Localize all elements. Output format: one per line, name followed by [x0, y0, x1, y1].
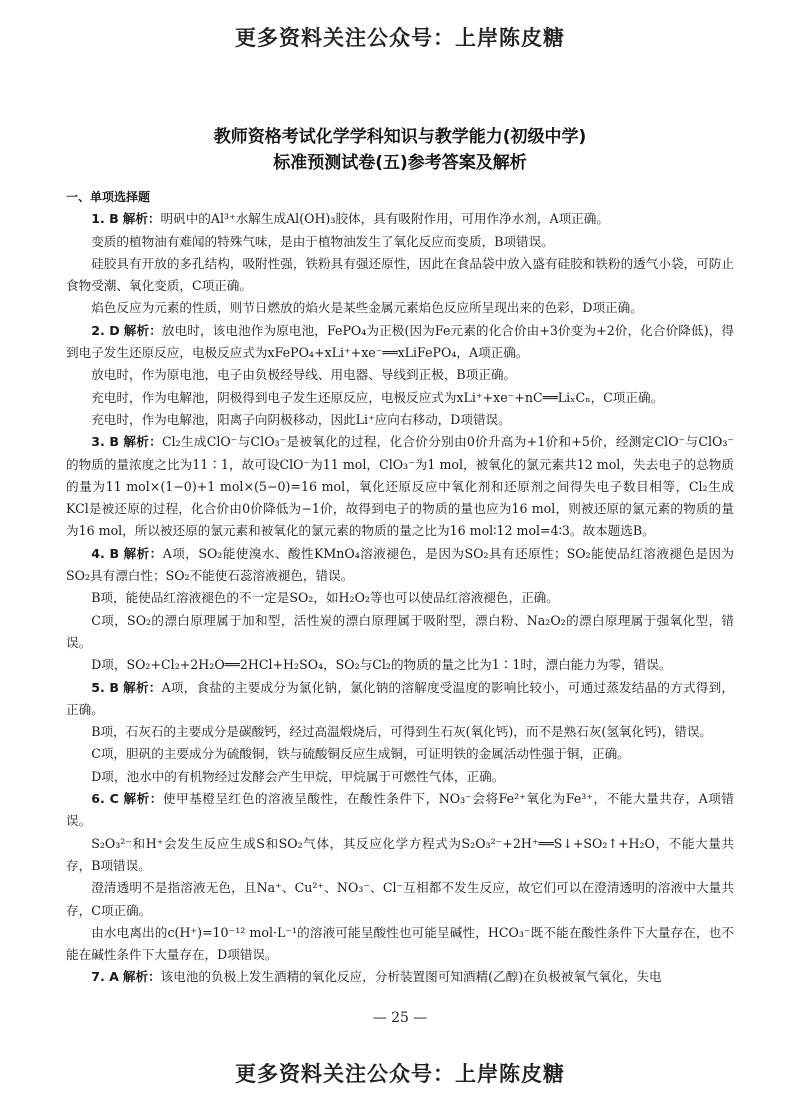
- answer-text: S₂O₃²⁻和H⁺会发生反应生成S和SO₂气体，其反应化学方程式为S₂O₃²⁻+2H⁺══S↓+SO₂↑+H₂O，不能大量共存，B项错误。: [66, 835, 734, 873]
- answer-text: 澄清透明不是指溶液无色，且Na⁺、Cu²⁺、NO₃⁻、Cl⁻互相都不发生反应，故它们可以在澄清透明的溶液中大量共存，C项正确。: [66, 880, 734, 918]
- answer-text: D项，SO₂+Cl₂+2H₂O══2HCl+H₂SO₄，SO₂与Cl₂的物质的量之比为1∶1时，漂白能力为零，错误。: [91, 657, 672, 673]
- answer-text: 放电时，作为原电池，电子由负极经导线、用电器、导线到正极，B项正确。: [91, 367, 517, 383]
- analysis-label: 解析：: [123, 434, 162, 450]
- answer-paragraph: [66, 253, 734, 298]
- answer-paragraph: [66, 743, 734, 765]
- question-number: 1. B: [91, 211, 119, 227]
- answer-text: 充电时，作为电解池，阳离子向阴极移动，因此Li⁺应向右移动，D项错误。: [91, 411, 511, 427]
- answer-text: A项，SO₂能使溴水、酸性KMnO₄溶液褪色，是因为SO₂具有还原性；SO₂能使品红溶液褪色是因为SO₂具有漂白性；SO₂不能使石蕊溶液褪色，错误。: [66, 545, 735, 584]
- question-number: 5. B: [91, 679, 119, 695]
- answer-paragraph: [66, 677, 734, 722]
- analysis-label: 解析：: [123, 545, 163, 561]
- answer-paragraph: [66, 721, 734, 743]
- answer-text: 由水电离出的c(H⁺)=10⁻¹² mol·L⁻¹的溶液可能呈酸性也可能呈碱性，HCO₃⁻既不能在酸性条件下大量存在，也不能在碱性条件下大量存在，D项错误。: [66, 924, 734, 963]
- question-number: 3. B: [91, 434, 120, 450]
- answer-text: 该电池的负极上发生酒精的氧化反应，分析装置图可知酒精(乙醇)在负极被氧气氧化，失电: [160, 969, 662, 985]
- answer-paragraph: [66, 409, 734, 431]
- answer-text: 明矾中的Al³⁺水解生成Al(OH)₃胶体，具有吸附作用，可用作净水剂，A项正确。: [160, 211, 609, 227]
- answer-paragraph: [66, 788, 734, 833]
- answer-paragraph: [66, 833, 734, 878]
- question-number: 6. C: [91, 791, 119, 807]
- analysis-label: 解析：: [123, 322, 162, 338]
- section-heading: 一、单项选择题: [66, 190, 151, 204]
- answer-paragraph: [66, 364, 734, 386]
- top-watermark-banner: 更多资料关注公众号：上岸陈皮糖: [235, 26, 565, 50]
- answer-text: 硅胶具有开放的多孔结构，吸附性强，铁粉具有强还原性，因此在食品袋中放入盛有硅胶和铁粉的透气小袋，可防止食物受潮、氧化变质，C项正确。: [66, 255, 734, 294]
- answer-paragraph: [66, 587, 734, 609]
- answer-text: Cl₂生成ClO⁻与ClO₃⁻是被氧化的过程，化合价分别由0价升高为+1价和+5价，经测定ClO⁻与ClO₃⁻的物质的量浓度之比为11∶1，故可设ClO⁻为11 mol，ClO₃⁻为1 mol，被氧化的氯元素共12 mol，失去电子的总物质的量为11 mol×(1−0)+1 mol×(5−0)=16 mol，氧化还原反应中氧化剂和还原剂之间得失电子数目相等，Cl₂生成KCl是被还原的过程，化合价由0价降低为−1价，故得到电子的物质的量也应为16 mol，则被还原的氯元素的物质的量为16 mol，所以被还原的氯元素和被氧化的氯元素的物质的量之比为16 mol∶12 mol=4∶3。故本题选B。: [66, 434, 735, 539]
- answer-content: [66, 186, 734, 989]
- question-number: 4. B: [91, 545, 120, 561]
- answer-text: B项，石灰石的主要成分是碳酸钙，经过高温煅烧后，可得到生石灰(氧化钙)，而不是熟石灰(氢氧化钙)，错误。: [91, 724, 713, 740]
- answer-paragraph: [66, 766, 734, 788]
- answer-text: 变质的植物油有难闻的特殊气味，是由于植物油发生了氧化反应而变质，B项错误。: [91, 233, 554, 249]
- analysis-label: 解析：: [123, 679, 162, 695]
- answer-text: C项，SO₂的漂白原理属于加和型，活性炭的漂白原理属于吸附型，漂白粉、Na₂O₂的漂白原理属于强氧化型，错误。: [66, 612, 734, 650]
- question-number: 2. D: [91, 322, 120, 338]
- answer-text: 充电时，作为电解池，阴极得到电子发生还原反应，电极反应式为xLi⁺+xe⁻+nC══LiₓCₙ，C项正确。: [91, 389, 664, 405]
- answer-text: 放电时，该电池作为原电池，FePO₄为正极(因为Fe元素的化合价由+3价变为+2价，化合价降低)，得到电子发生还原反应，电极反应式为xFePO₄+xLi⁺+xe⁻══xLiFePO₄，A项正确。: [66, 322, 734, 361]
- question-number: 7. A: [91, 969, 119, 985]
- answer-paragraph: [66, 877, 734, 922]
- answer-paragraph: [66, 610, 734, 655]
- answer-paragraph: [66, 208, 734, 230]
- answer-text: 使甲基橙呈红色的溶液呈酸性，在酸性条件下，NO₃⁻会将Fe²⁺氧化为Fe³⁺，不能大量共存，A项错误。: [66, 791, 734, 829]
- answer-text: D项，池水中的有机物经过发酵会产生甲烷，甲烷属于可燃性气体，正确。: [91, 768, 505, 784]
- answer-paragraph: [66, 543, 734, 588]
- answer-paragraph: [66, 320, 734, 365]
- answer-paragraph: [66, 431, 734, 542]
- answer-text: 焰色反应为元素的性质，则节日燃放的焰火是某些金属元素焰色反应所呈现出来的色彩，D项正确。: [91, 300, 643, 316]
- answer-paragraph: [66, 922, 734, 967]
- answer-paragraph: [66, 297, 734, 319]
- answer-paragraph: [66, 966, 734, 988]
- document-title: 教师资格考试化学学科知识与教学能力(初级中学): [213, 127, 587, 147]
- answer-text: B项，能使品红溶液褪色的不一定是SO₂，如H₂O₂等也可以使品红溶液褪色，正确。: [91, 590, 559, 606]
- answer-paragraph: [66, 387, 734, 409]
- answer-text: A项，食盐的主要成分为氯化钠，氯化钠的溶解度受温度的影响比较小，可通过蒸发结晶的方式得到，正确。: [66, 679, 735, 717]
- bottom-watermark-banner: 更多资料关注公众号：上岸陈皮糖: [235, 1062, 565, 1086]
- analysis-label: 解析：: [123, 791, 163, 807]
- analysis-label: 解析：: [122, 969, 161, 985]
- document-subtitle: 标准预测试卷(五)参考答案及解析: [273, 153, 527, 173]
- answer-text: C项，胆矾的主要成分为硫酸铜，铁与硫酸铜反应生成铜，可证明铁的金属活动性强于铜，正确。: [91, 746, 630, 762]
- answer-paragraph: [66, 231, 734, 253]
- page-number: — 25 —: [372, 1010, 428, 1026]
- analysis-label: 解析：: [122, 211, 161, 227]
- answer-paragraph: [66, 654, 734, 676]
- answer-list: [66, 208, 734, 988]
